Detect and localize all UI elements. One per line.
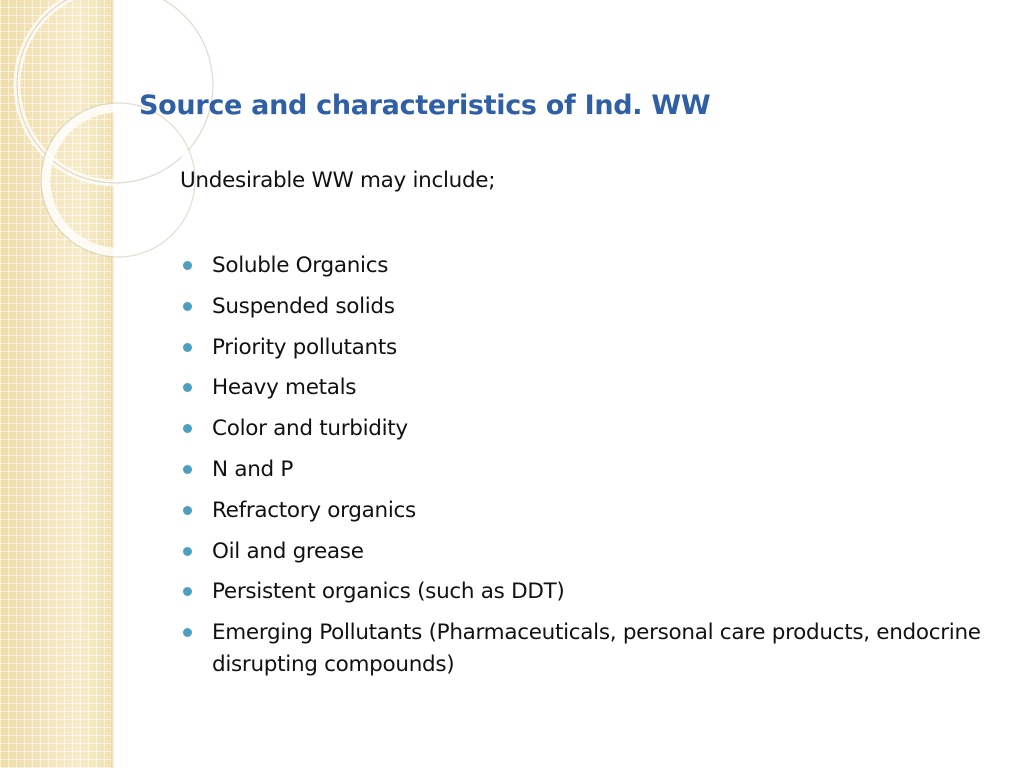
dot-icon [183, 547, 192, 556]
list-item-text: Color and turbidity [212, 416, 408, 442]
dot-icon [183, 587, 192, 596]
list-item [180, 413, 1000, 445]
list-item-text: Oil and grease [212, 538, 364, 564]
list-item-text: Soluble Organics [212, 253, 389, 278]
list-item [180, 617, 1000, 681]
dot-icon [183, 506, 192, 515]
dot-icon [183, 383, 192, 392]
list-item-text: Heavy metals [212, 375, 357, 401]
list-item [180, 454, 1000, 486]
list-item [180, 576, 1000, 608]
list-item [180, 250, 1000, 282]
dot-icon [183, 424, 192, 433]
dot-icon [183, 343, 192, 352]
list-item [180, 536, 1000, 568]
dot-icon [183, 261, 192, 270]
list-item [180, 495, 1000, 527]
list-item-text: Emerging Pollutants (Pharmaceuticals, personal care products, endocrine disrupting compounds) [212, 620, 981, 678]
list-item-text: Suspended solids [212, 293, 395, 319]
list-item-text: Persistent organics (such as DDT) [212, 579, 565, 605]
list-item [180, 332, 1000, 364]
list-item [180, 372, 1000, 404]
intro-text: Undesirable WW may include; [180, 168, 496, 193]
list-item-text: N and P [212, 456, 294, 482]
list-item-text: Priority pollutants [212, 334, 397, 360]
dot-icon [183, 628, 192, 637]
pollutant-list [180, 250, 1000, 690]
list-item-text: Refractory organics [212, 497, 416, 523]
dot-icon [183, 465, 192, 474]
list-item [180, 291, 1000, 323]
decorative-rings [0, 0, 200, 260]
dot-icon [183, 302, 192, 311]
slide-title: Source and characteristics of Ind. WW [139, 90, 711, 121]
